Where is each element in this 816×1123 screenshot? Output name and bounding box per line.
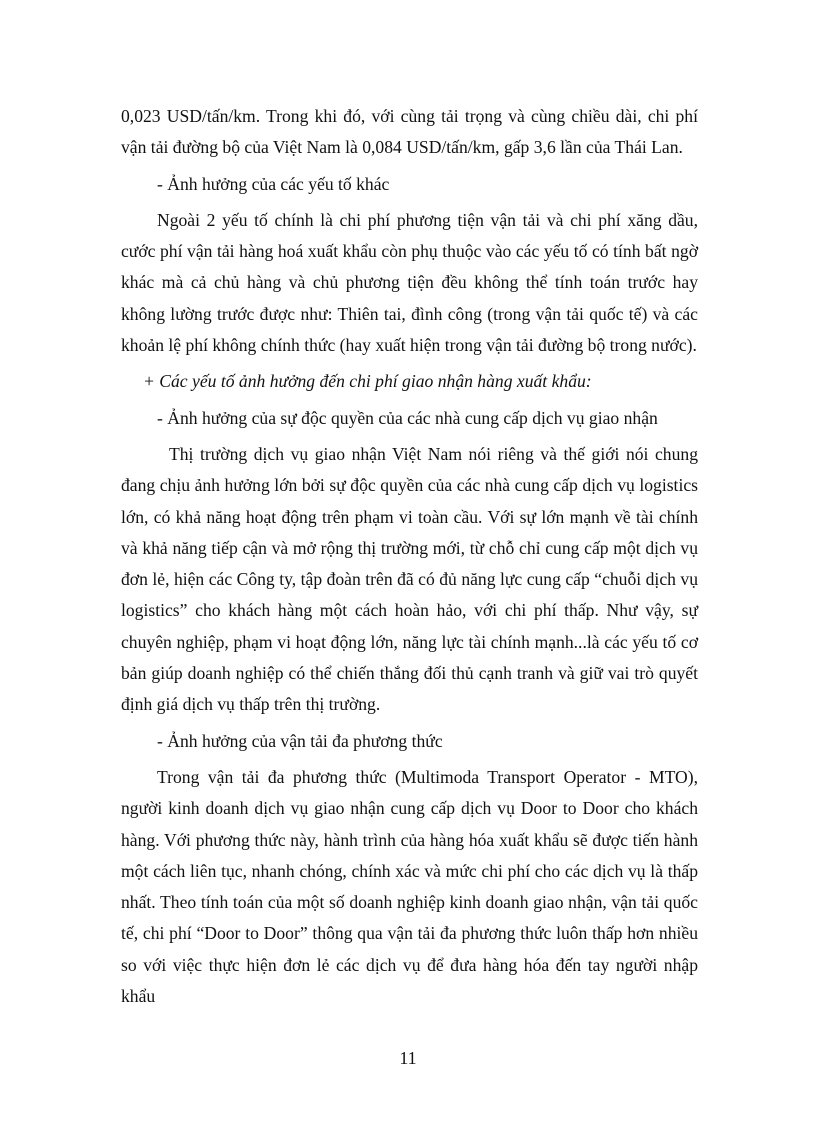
paragraph-monopoly: Thị trường dịch vụ giao nhận Việt Nam nói riêng và thế giới nói chung đang chịu ảnh hưởng lớn bởi sự độc quyền của các nhà cung cấp dịch vụ logistics lớn, có khả năng hoạt động trên phạm vi toàn cầu. Với sự lớn mạnh về tài chính và khả năng tiếp cận và mở rộng thị trường mới, từ chỗ chỉ cung cấp một dịch vụ đơn lẻ, hiện các Công ty, tập đoàn trên đã có đủ năng lực cung cấp “chuỗi dịch vụ logistics” cho khách hàng một cách hoàn hảo, với chi phí thấp. Như vậy, sự chuyên nghiệp, phạm vi hoạt động lớn, năng lực tài chính mạnh...là các yếu tố cơ bản giúp doanh nghiệp có thể chiến thắng đối thủ cạnh tranh và giữ vai trò quyết định giá dịch vụ thấp trên thị trường. xyxy=(121,443,698,715)
paragraph-other-factors: Ngoài 2 yếu tố chính là chi phí phương tiện vận tải và chi phí xăng dầu, cước phí vận tải hàng hoá xuất khẩu còn phụ thuộc vào các yếu tố có tính bất ngờ khác mà cả chủ hàng và chủ phương tiện đều không thể tính toán trước hay không lường trước được như: Thiên tai, đình công (trong vận tải quốc tế) và các khoản lệ phí không chính thức (hay xuất hiện trong vận tải đường bộ trong nước). xyxy=(121,209,698,356)
section-heading-forwarding-costs: + Các yếu tố ảnh hưởng đến chi phí giao nhận hàng xuất khẩu: xyxy=(143,371,592,392)
paragraph-continuation: 0,023 USD/tấn/km. Trong khi đó, với cùng tải trọng và cùng chiều dài, chi phí vận tải đường bộ của Việt Nam là 0,084 USD/tấn/km, gấp 3,6 lần của Thái Lan. xyxy=(121,106,698,158)
page-body xyxy=(121,101,698,1017)
subheading-other-factors: - Ảnh hưởng của các yếu tố khác xyxy=(157,173,390,194)
paragraph-multimodal: Trong vận tải đa phương thức (Multimoda Transport Operator - MTO), người kinh doanh dịch vụ giao nhận cung cấp dịch vụ Door to Door cho khách hàng. Với phương thức này, hành trình của hàng hóa xuất khẩu sẽ được tiến hành một cách liên tục, nhanh chóng, chính xác và mức chi phí cho các dịch vụ là thấp nhất. Theo tính toán của một số doanh nghiệp kinh doanh giao nhận, vận tải quốc tế, chi phí “Door to Door” thông qua vận tải đa phương thức luôn thấp hơn nhiều so với việc thực hiện đơn lẻ các dịch vụ để đưa hàng hóa đến tay người nhập khẩu xyxy=(121,766,698,1007)
page-number: 11 xyxy=(399,1048,417,1068)
subheading-monopoly: - Ảnh hưởng của sự độc quyền của các nhà cung cấp dịch vụ giao nhận xyxy=(157,407,658,428)
subheading-multimodal: - Ảnh hưởng của vận tải đa phương thức xyxy=(157,730,443,751)
